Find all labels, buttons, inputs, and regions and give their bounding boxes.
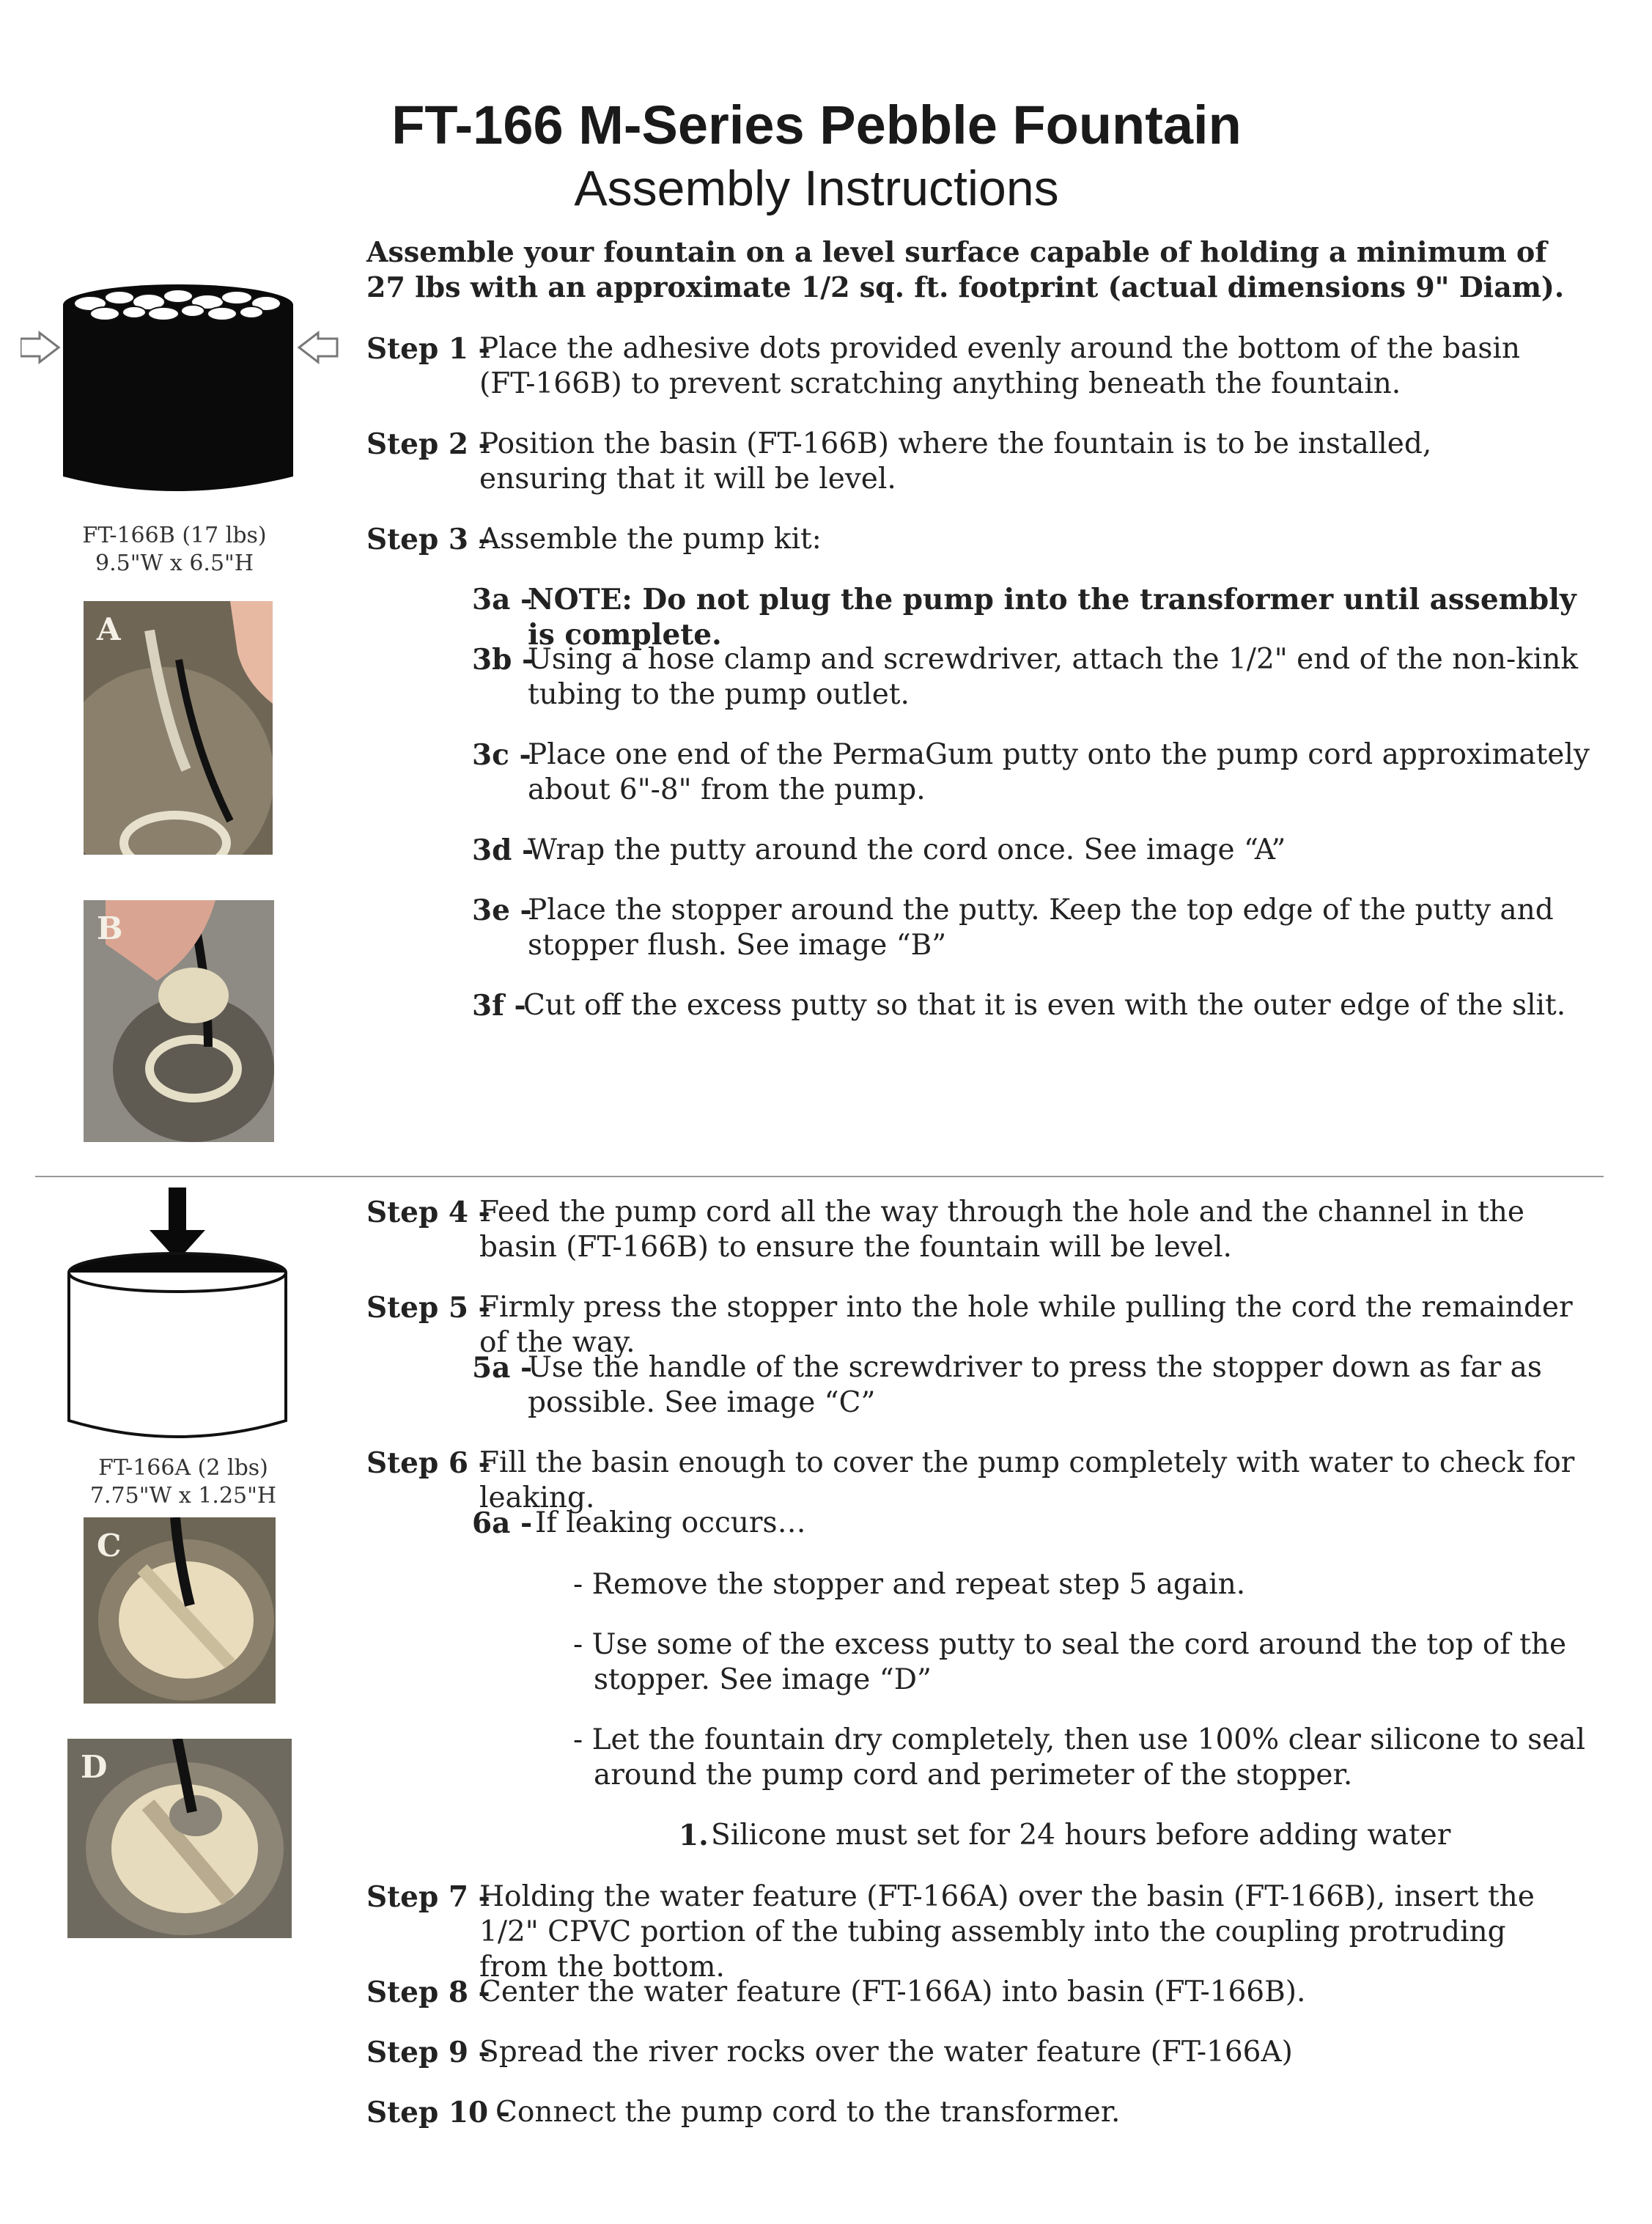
step-3c-label: 3c - — [472, 738, 531, 772]
feature-caption-dims: 7.75"W x 1.25"H — [89, 1483, 277, 1509]
photo-b-label: B — [97, 910, 123, 946]
step-1-text: Place the adhesive dots provided evenly around the bottom of the basin (FT-166B) to prevent scratching anything beneath the fountain. — [479, 332, 1520, 400]
step-3-label: Step 3 - — [366, 523, 490, 556]
step-10 — [366, 2095, 1568, 2130]
step-3e — [472, 893, 1601, 963]
water-feature-illustration — [59, 1188, 308, 1451]
note-1 — [679, 1818, 1558, 1853]
step-3a-label: 3a - — [472, 583, 533, 616]
step-5a-label: 5a - — [472, 1351, 533, 1385]
step-2-text: Position the basin (FT-166B) where the fountain is to be installed, ensuring that it will be level. — [479, 427, 1432, 496]
step-3d-text: Wrap the putty around the cord once. See image “A” — [528, 833, 1286, 866]
page-subtitle: Assembly Instructions — [574, 161, 1059, 216]
step-3f-text: Cut off the excess putty so that it is even with the outer edge of the slit. — [523, 989, 1566, 1022]
step-1-label: Step 1 - — [366, 332, 490, 366]
leak-bullet-1: - Remove the stopper and repeat step 5 again. — [573, 1568, 1246, 1601]
leak-bullet-2: - Use some of the excess putty to seal the cord around the top of the stopper. See image “D” — [573, 1628, 1567, 1696]
step-2-label: Step 2 - — [366, 427, 490, 461]
step-9-label: Step 9 - — [366, 2036, 490, 2069]
step-7-label: Step 7 - — [366, 1880, 490, 1914]
step-4-text: Feed the pump cord all the way through the hole and the channel in the basin (FT-166B) to ensure the fountain will be level. — [479, 1196, 1524, 1264]
note-1-label: 1. — [679, 1819, 709, 1852]
step-3b — [472, 642, 1601, 713]
step-5a — [472, 1350, 1571, 1421]
section-divider — [35, 1176, 1604, 1177]
basin-illustration — [21, 279, 343, 498]
left-arrow-icon — [21, 333, 59, 362]
intro-text: Assemble your fountain on a level surface capable of holding a minimum of 27 lbs with an approximate 1/2 sq. ft. footprint (actual dimensions 9" Diam). — [366, 235, 1565, 303]
photo-d — [67, 1739, 292, 1938]
leak-bullet-3: - Let the fountain dry completely, then use 100% clear silicone to seal around the pump cord and perimeter of the stopper. — [573, 1723, 1585, 1792]
step-7 — [366, 1879, 1554, 1985]
photo-b — [84, 900, 274, 1142]
step-9 — [366, 2035, 1568, 2070]
step-8-label: Step 8 - — [366, 1976, 490, 2009]
step-4 — [366, 1195, 1568, 1265]
right-arrow-icon — [299, 333, 337, 362]
step-10-text: Connect the pump cord to the transformer. — [495, 2096, 1121, 2129]
step-3 — [366, 522, 1568, 557]
step-3f-label: 3f - — [472, 989, 526, 1023]
photo-d-label: D — [81, 1749, 108, 1785]
down-arrow-icon — [150, 1188, 205, 1261]
step-3f — [472, 988, 1601, 1023]
feature-caption-name: FT-166A (2 lbs) — [98, 1455, 268, 1481]
step-3a-text: NOTE: Do not plug the pump into the transformer until assembly is complete. — [528, 583, 1577, 652]
step-5-label: Step 5 - — [366, 1291, 490, 1325]
step-3c — [472, 737, 1601, 808]
step-3b-label: 3b - — [472, 643, 534, 677]
step-6-text: Fill the basin enough to cover the pump completely with water to check for leaking. — [479, 1446, 1575, 1514]
step-6-label: Step 6 - — [366, 1446, 490, 1480]
step-3d-label: 3d - — [472, 833, 534, 867]
step-6a-label: 6a - — [472, 1506, 533, 1540]
step-4-label: Step 4 - — [366, 1196, 490, 1229]
step-3d — [472, 833, 1601, 868]
step-8-text: Center the water feature (FT-166A) into basin (FT-166B). — [479, 1976, 1306, 2008]
photo-a — [84, 601, 273, 855]
photo-a-label: A — [97, 611, 121, 647]
step-9-text: Spread the river rocks over the water feature (FT-166A) — [479, 2036, 1293, 2069]
step-6a — [472, 1506, 1571, 1541]
page-title: FT-166 M-Series Pebble Fountain — [391, 95, 1242, 155]
step-2 — [366, 427, 1568, 497]
step-6a-text: If leaking occurs… — [535, 1506, 806, 1539]
basin-caption-dims: 9.5"W x 6.5"H — [95, 551, 254, 576]
note-1-text: Silicone must set for 24 hours before adding water — [711, 1819, 1451, 1852]
photo-c-label: C — [97, 1528, 122, 1564]
step-3b-text: Using a hose clamp and screwdriver, attach the 1/2" end of the non-kink tubing to the pump outlet. — [528, 643, 1578, 711]
step-3e-label: 3e - — [472, 894, 532, 927]
step-5-text: Firmly press the stopper into the hole while pulling the cord the remainder of the way. — [479, 1291, 1573, 1359]
step-7-text: Holding the water feature (FT-166A) over the basin (FT-166B), insert the 1/2" CPVC portion of the tubing assembly into the coupling protruding from the bottom. — [479, 1880, 1535, 1984]
step-5a-text: Use the handle of the screwdriver to press the stopper down as far as possible. See image “C” — [528, 1351, 1542, 1419]
step-3c-text: Place one end of the PermaGum putty onto the pump cord approximately about 6"-8" from the pump. — [528, 738, 1590, 806]
step-1 — [366, 331, 1568, 402]
step-10-label: Step 10 - — [366, 2096, 510, 2129]
basin-caption-name: FT-166B (17 lbs) — [82, 523, 267, 548]
step-3e-text: Place the stopper around the putty. Keep the top edge of the putty and stopper flush. See image “B” — [528, 894, 1554, 962]
step-3-text: Assemble the pump kit: — [479, 523, 822, 556]
photo-c — [84, 1517, 276, 1704]
step-8 — [366, 1975, 1568, 2010]
